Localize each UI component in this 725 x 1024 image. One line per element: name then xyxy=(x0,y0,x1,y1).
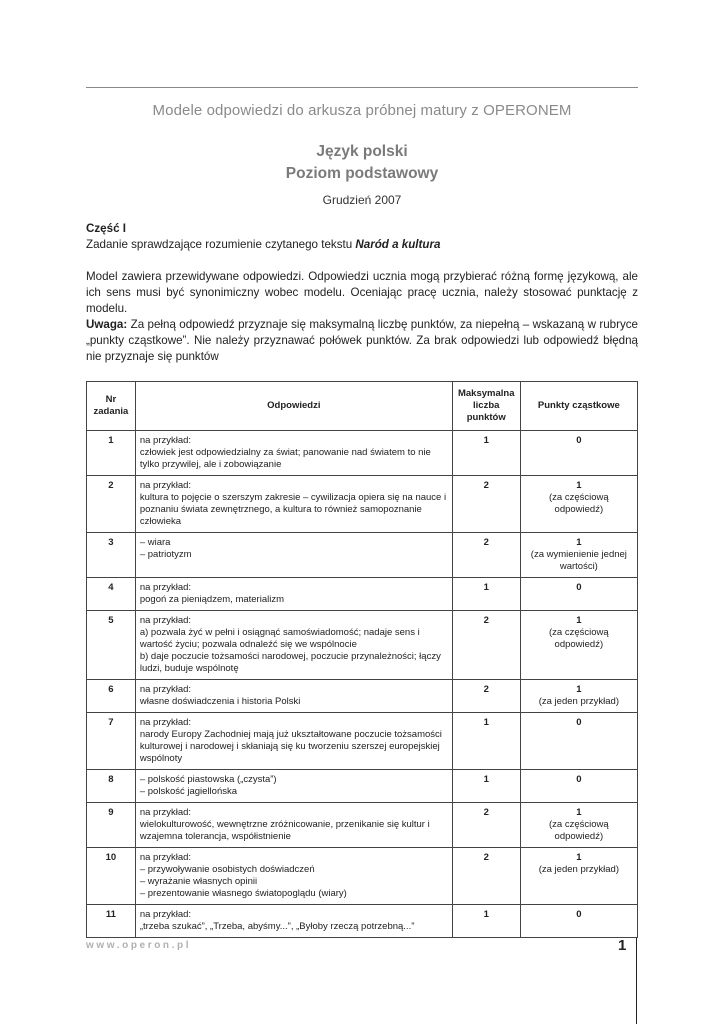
level-line: Poziom podstawowy xyxy=(285,165,439,182)
note-text: Za pełną odpowiedź przyznaje się maksymalną liczbę punktów, za niepełną – wskazaną w rubryce „punkty cząstkowe”. Nie należy przyznawać połówek punktów. Za brak odpowiedzi lub odpowiedź błędną nie przyznaje się punktów xyxy=(86,318,638,363)
answer-cell xyxy=(135,713,452,770)
answer-line: na przykład: xyxy=(139,615,192,626)
task-number: 6 xyxy=(87,680,136,713)
task-description xyxy=(86,237,638,253)
answer-line: narody Europy Zachodniej mają już ukształtowane poczucie tożsamości kulturowej i narodowej i skłaniają się ku tworzeniu szerszej europejskiej wspólnoty xyxy=(139,729,442,764)
page-number: 1 xyxy=(618,937,627,954)
partial-points-cell xyxy=(520,680,637,713)
partial-points-cell xyxy=(520,611,637,680)
answer-line: – polskość piastowska („czysta”) xyxy=(139,774,277,785)
header-answers: Odpowiedzi xyxy=(135,382,452,431)
answer-line: – patriotyzm xyxy=(139,549,192,560)
max-points: 2 xyxy=(452,611,520,680)
partial-points: 0 xyxy=(576,435,582,446)
max-points: 1 xyxy=(452,578,520,611)
answer-line: – wyrażanie własnych opinii xyxy=(139,876,258,887)
model-text: Model zawiera przewidywane odpowiedzi. Odpowiedzi ucznia mogą przybierać różną formę językową, ale ich sens musi być synonimiczny wobec modelu. Oceniając pracę ucznia, należy stosować punktację z modelu. xyxy=(86,270,638,315)
subject-line: Język polski xyxy=(316,143,408,160)
partial-points: 1 xyxy=(576,852,582,863)
answer-line: a) pozwala żyć w pełni i osiągnąć samoświadomość; nadaje sens i wartość życiu; pozwala odnaleźć się we wspólnocie xyxy=(139,627,420,650)
partial-points-cell xyxy=(520,578,637,611)
answer-line: na przykład: xyxy=(139,684,192,695)
max-points: 1 xyxy=(452,713,520,770)
partial-points-cell xyxy=(520,431,637,476)
answer-line: – polskość jagiellońska xyxy=(139,786,238,797)
partial-points-note: (za jeden przykład) xyxy=(538,864,619,875)
max-points: 1 xyxy=(452,905,520,938)
task-number: 5 xyxy=(87,611,136,680)
partial-points-cell xyxy=(520,476,637,533)
partial-points: 0 xyxy=(576,717,582,728)
intro-section xyxy=(86,221,638,365)
answer-cell xyxy=(135,578,452,611)
table-header-row xyxy=(87,382,638,431)
answer-line: własne doświadczenia i historia Polski xyxy=(139,696,301,707)
max-points: 2 xyxy=(452,680,520,713)
partial-points-note: (za częściową odpowiedź) xyxy=(549,627,609,650)
header-partial: Punkty cząstkowe xyxy=(520,382,637,431)
answer-cell xyxy=(135,476,452,533)
table-row xyxy=(87,713,638,770)
answer-cell xyxy=(135,848,452,905)
partial-points-cell xyxy=(520,533,637,578)
footer-url: www.operon.pl xyxy=(86,940,192,951)
subject-heading xyxy=(86,141,638,185)
table-row xyxy=(87,431,638,476)
task-number: 8 xyxy=(87,770,136,803)
table-row xyxy=(87,680,638,713)
task-title: Naród a kultura xyxy=(355,238,441,251)
answer-line: b) daje poczucie tożsamości narodowej, poczucie przynależności; łączy ludzi, buduje wspólnotę xyxy=(139,651,441,674)
answer-line: pogoń za pieniądzem, materializm xyxy=(139,594,284,605)
max-points: 2 xyxy=(452,476,520,533)
header-nr: Nr zadania xyxy=(87,382,136,431)
answer-line: na przykład: xyxy=(139,909,192,920)
answer-cell xyxy=(135,680,452,713)
answer-cell xyxy=(135,803,452,848)
task-number: 1 xyxy=(87,431,136,476)
partial-points-note: (za jeden przykład) xyxy=(538,696,619,707)
table-row xyxy=(87,476,638,533)
partial-points-note: (za częściową odpowiedź) xyxy=(549,492,609,515)
partial-points-cell xyxy=(520,848,637,905)
answer-line: człowiek jest odpowiedzialny za świat; panowanie nad światem to nie tylko przywilej, ale i zobowiązanie xyxy=(139,447,431,470)
task-number: 10 xyxy=(87,848,136,905)
task-number: 9 xyxy=(87,803,136,848)
task-number: 3 xyxy=(87,533,136,578)
task-number: 11 xyxy=(87,905,136,938)
answer-cell xyxy=(135,611,452,680)
partial-points: 1 xyxy=(576,684,582,695)
partial-points-note: (za częściową odpowiedź) xyxy=(549,819,609,842)
max-points: 2 xyxy=(452,533,520,578)
header-max: Maksymalna liczba punktów xyxy=(452,382,520,431)
table-row xyxy=(87,905,638,938)
answer-line: – prezentowanie własnego światopoglądu (wiary) xyxy=(139,888,347,899)
answer-line: na przykład: xyxy=(139,852,192,863)
table-row xyxy=(87,611,638,680)
table-row xyxy=(87,533,638,578)
table-row xyxy=(87,803,638,848)
answer-cell xyxy=(135,533,452,578)
partial-points: 1 xyxy=(576,480,582,491)
partial-points: 0 xyxy=(576,774,582,785)
answer-cell xyxy=(135,770,452,803)
max-points: 2 xyxy=(452,848,520,905)
answer-line: „trzeba szukać”, „Trzeba, abyśmy...”, „Byłoby rzeczą potrzebną...” xyxy=(139,921,415,932)
partial-points-cell xyxy=(520,770,637,803)
answer-cell xyxy=(135,431,452,476)
part-label: Część I xyxy=(86,222,126,235)
partial-points: 0 xyxy=(576,582,582,593)
answer-line: wielokulturowość, wewnętrzne zróżnicowanie, przenikanie się kultur i wzajemna tolerancja, współistnienie xyxy=(139,819,430,842)
answer-line: kultura to pojęcie o szerszym zakresie – cywilizacja opiera się na nauce i poznaniu świata zewnętrznego, a kultura to również samopoznanie człowieka xyxy=(139,492,447,527)
table-row xyxy=(87,848,638,905)
note-paragraph xyxy=(86,317,638,365)
answer-line: na przykład: xyxy=(139,717,192,728)
answer-line: – wiara xyxy=(139,537,171,548)
partial-points-cell xyxy=(520,713,637,770)
max-points: 1 xyxy=(452,431,520,476)
table-body xyxy=(87,431,638,938)
answers-table xyxy=(86,381,638,938)
answer-line: na przykład: xyxy=(139,582,192,593)
partial-points: 1 xyxy=(576,615,582,626)
answer-line: – przywoływanie osobistych doświadczeń xyxy=(139,864,315,875)
table-row xyxy=(87,770,638,803)
header-rule xyxy=(86,87,638,88)
task-number: 2 xyxy=(87,476,136,533)
task-number: 4 xyxy=(87,578,136,611)
answer-line: na przykład: xyxy=(139,480,192,491)
date: Grudzień 2007 xyxy=(322,193,402,207)
answer-cell xyxy=(135,905,452,938)
document-header-title: Modele odpowiedzi do arkusza próbnej matury z OPERONEM xyxy=(152,102,572,119)
partial-points: 1 xyxy=(576,807,582,818)
partial-points-cell xyxy=(520,803,637,848)
table-row xyxy=(87,578,638,611)
task-number: 7 xyxy=(87,713,136,770)
task-prefix: Zadanie sprawdzające rozumienie czytanego tekstu xyxy=(86,238,356,251)
page-rule xyxy=(636,938,637,1024)
max-points: 2 xyxy=(452,803,520,848)
partial-points-cell xyxy=(520,905,637,938)
max-points: 1 xyxy=(452,770,520,803)
answer-line: na przykład: xyxy=(139,807,192,818)
note-label: Uwaga: xyxy=(86,318,128,331)
partial-points: 1 xyxy=(576,537,582,548)
partial-points: 0 xyxy=(576,909,582,920)
answer-line: na przykład: xyxy=(139,435,192,446)
partial-points-note: (za wymienienie jednej wartości) xyxy=(530,549,627,572)
